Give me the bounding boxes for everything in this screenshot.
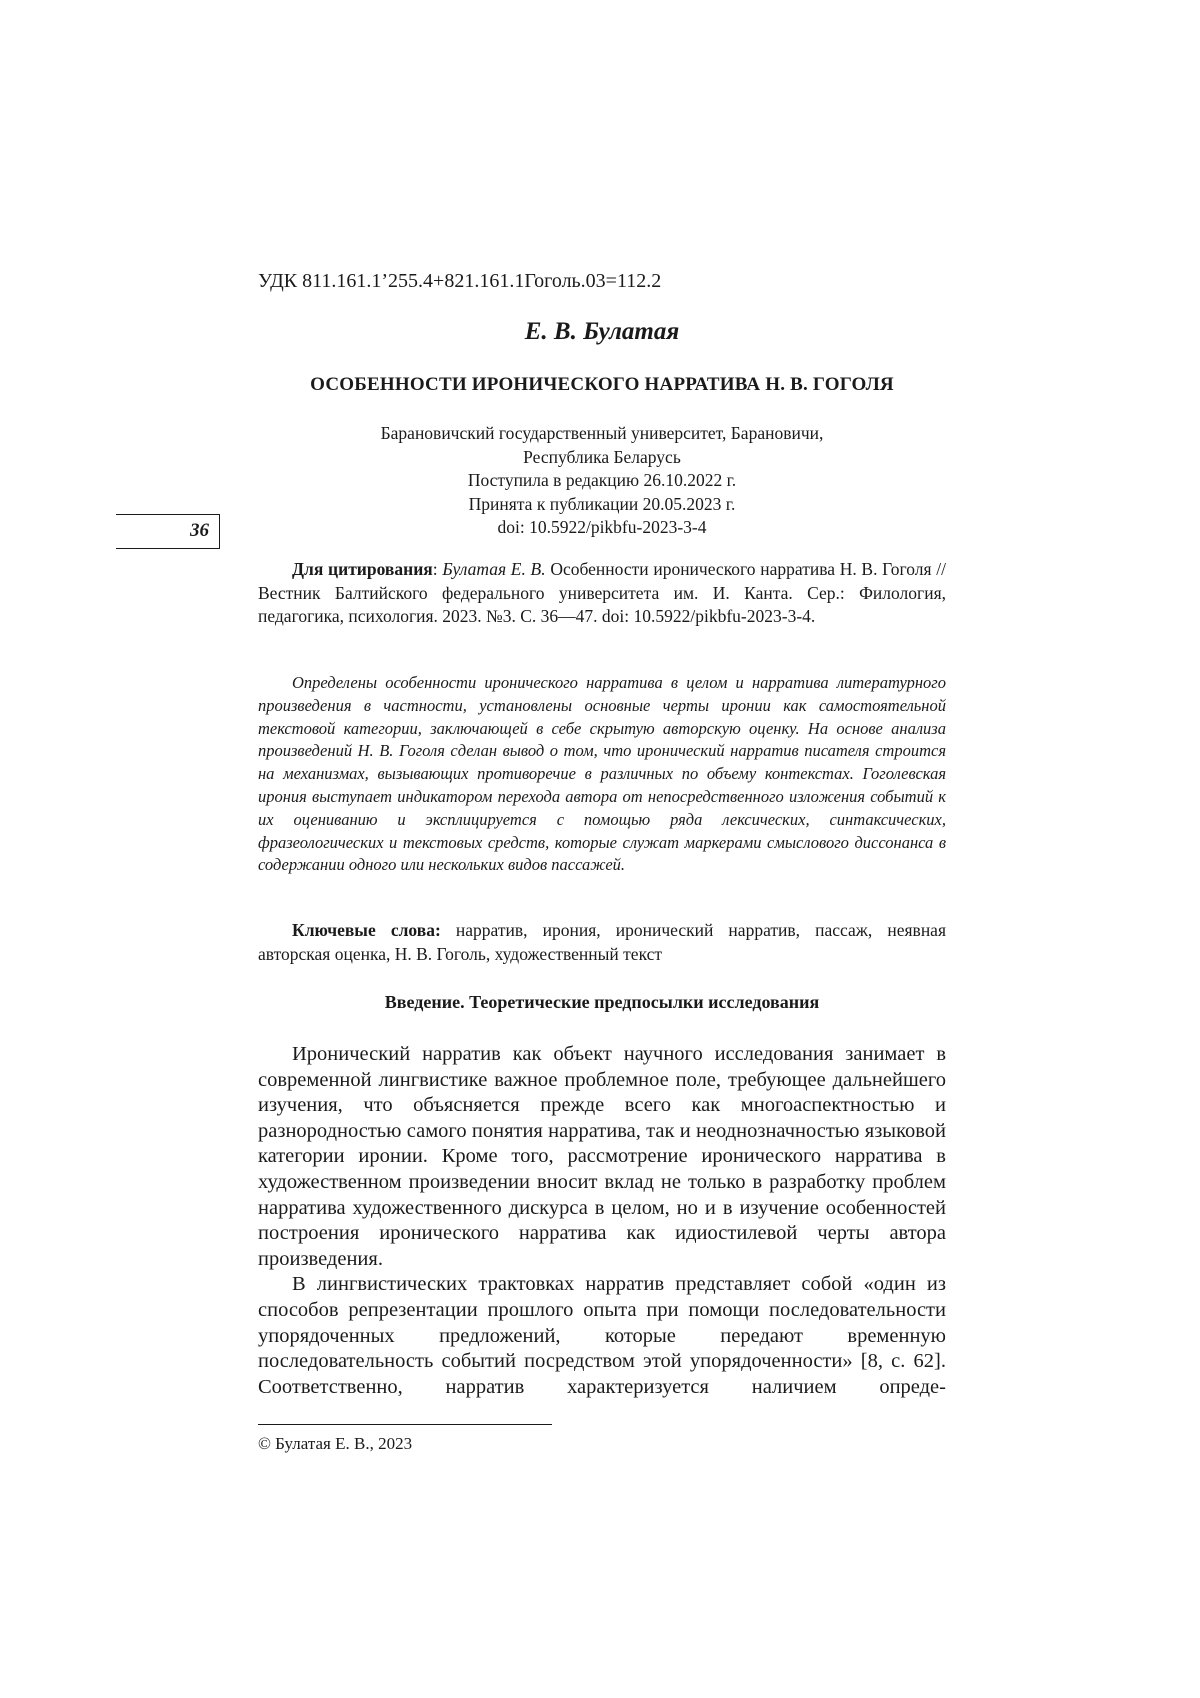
affiliation-block	[258, 422, 946, 540]
keywords-text: нарратив, ирония, иронический нарратив, пассаж, неявная авторская оценка, Н. В. Гоголь, художественный текст	[258, 920, 946, 964]
citation-author: Булатая Е. В.	[442, 559, 546, 579]
body-paragraph-1: Иронический нарратив как объект научного исследования занимает в современной лингвистике важное проблемное поле, требующее дальнейшего изучения, что объясняется прежде всего как многоаспектностью и разнородностью самого понятия нарратива, так и неоднозначностью языковой категории иронии. Кроме того, рассмотрение иронического нарратива в художественном произведении вносит вклад не только в разработку проблем нарратива художественного дискурса в целом, но и в изучение особенностей построения иронического нарратива как идиостилевой черты автора произведения.	[258, 1043, 946, 1270]
accepted-date: Принята к публикации 20.05.2023 г.	[468, 493, 736, 514]
keywords-paragraph	[258, 919, 946, 966]
citation-label: Для цитирования	[292, 559, 433, 579]
footnote-rule	[258, 1424, 552, 1425]
article-title: ОСОБЕННОСТИ ИРОНИЧЕСКОГО НАРРАТИВА Н. В. ГОГОЛЯ	[310, 374, 894, 395]
citation-paragraph	[258, 558, 946, 629]
affiliation-line-2: Республика Беларусь	[523, 446, 681, 467]
abstract	[258, 672, 946, 877]
doi: doi: 10.5922/pikbfu-2023-3-4	[497, 517, 707, 537]
section-title: Введение. Теоретические предпосылки исследования	[384, 992, 820, 1012]
page-number: 36	[190, 520, 209, 541]
udk-code: УДК 811.161.1’255.4+821.161.1Гоголь.03=112.2	[258, 270, 662, 292]
keywords-block	[258, 919, 946, 966]
received-date: Поступила в редакцию 26.10.2022 г.	[467, 470, 737, 490]
copyright-footnote: © Булатая Е. В., 2023	[258, 1434, 413, 1453]
citation-sep: :	[432, 559, 443, 579]
citation-text: Особенности иронического нарратива Н. В. Гоголя // Вестник Балтийского федерального университета им. И. Канта. Сер.: Филология, педагогика, психология. 2023. №3. С. 36—47. doi: 10.5922/pikbfu-2023-3-4.	[258, 559, 946, 626]
body-text	[258, 1042, 946, 1400]
abstract-text: Определены особенности иронического нарратива в целом и нарратива литературного произведения в частности, установлены основные черты иронии как самостоятельной текстовой категории, заключающей в себе скрытую авторскую оценку. На основе анализа произведений Н. В. Гоголя сделан вывод о том, что иронический нарратив писателя строится на механизмах, вызывающих противоречие в различных по объему контекстах. Гоголевская ирония выступает индикатором перехода автора от непосредственного изложения событий к их оцениванию и эксплицируется с помощью ряда лексических, синтаксических, фразеологических и текстовых средств, которые служат маркерами смыслового диссонанса в содержании одного или нескольких видов пассажей.	[258, 673, 946, 875]
keywords-label: Ключевые слова:	[292, 920, 441, 940]
author-name: Е. В. Булатая	[524, 318, 680, 345]
body-paragraph-2: В лингвистических трактовках нарратив представляет собой «один из способов репрезентации прошлого опыта при помощи последовательности упорядоченных предложений, которые передают временную последовательность событий посредством этой упорядоченности» [8, с. 62]. Соответственно, нарратив характеризуется наличием опреде-	[258, 1273, 946, 1398]
page-number-box	[116, 514, 220, 549]
affiliation-line-1: Барановичский государственный университет, Барановичи,	[380, 423, 824, 443]
citation-block	[258, 558, 946, 629]
